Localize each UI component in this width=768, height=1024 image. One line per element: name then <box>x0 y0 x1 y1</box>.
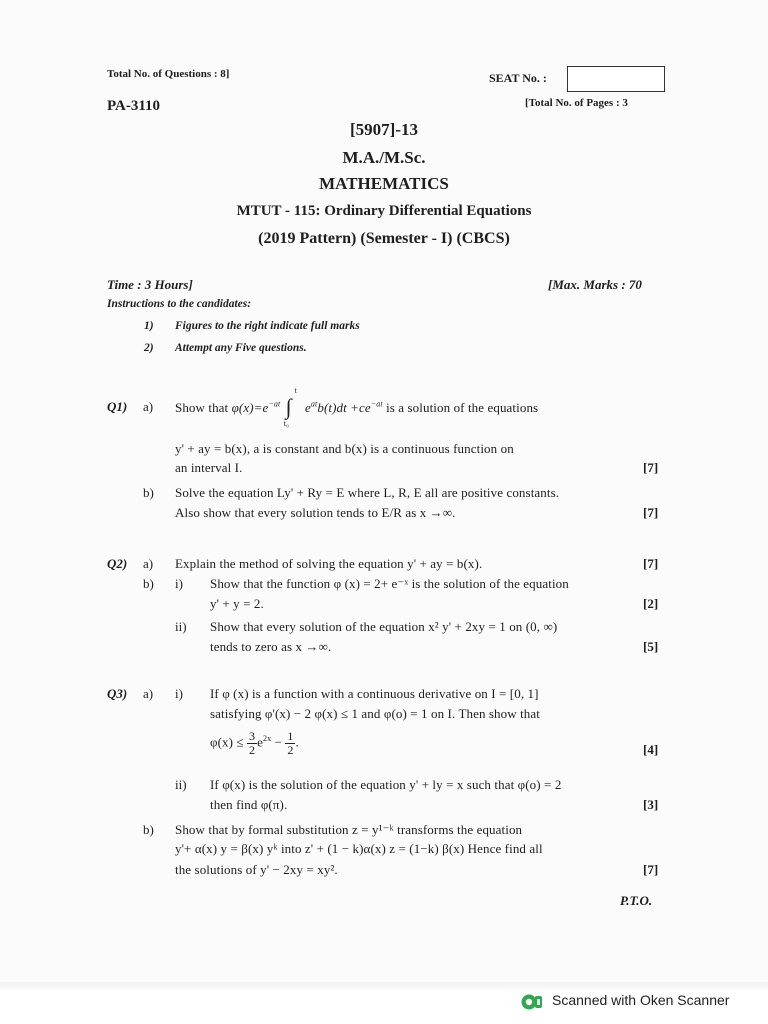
period: . <box>295 734 299 750</box>
degree-title: M.A./M.Sc. <box>342 148 426 167</box>
q3aii-line2: then find φ(π). <box>210 797 288 812</box>
q2bi-line2: y' + y = 2. <box>210 596 264 611</box>
q1b-line2: Also show that every solution tends to E/R as x →∞. <box>175 505 456 520</box>
q1a-text-start: Show that <box>175 399 229 415</box>
q1a-statement <box>175 386 539 428</box>
marks: [7] <box>643 862 659 877</box>
subpart-label: i) <box>175 576 183 591</box>
q1a-text-end: is a solution of the equations <box>386 399 539 415</box>
instructions-heading: Instructions to the candidates: <box>107 298 252 310</box>
marks: [7] <box>643 505 659 520</box>
question-label: Q3) <box>107 686 128 701</box>
q3b-line2: y'+ α(x) y = β(x) yᵏ into z' + (1 − k)α(x) z = (1−k) β(x) Hence find all <box>175 841 543 856</box>
q3aii-line1: If φ(x) is the solution of the equation y' + ly = x such that φ(o) = 2 <box>210 777 562 792</box>
fraction-numerator: 1 <box>287 729 294 743</box>
q3b-line3: the solutions of y' − 2xy = xy². <box>175 862 338 877</box>
ineq-left: φ(x) ≤ <box>210 734 244 750</box>
integral-upper-limit: t <box>294 386 297 395</box>
q1a-integrand: e <box>305 399 311 415</box>
exp-power: 2x <box>263 734 272 744</box>
fraction <box>285 730 295 757</box>
q1a-exp: −at <box>370 399 383 409</box>
q1a-exp: −at <box>268 399 281 409</box>
fraction-numerator: 3 <box>249 729 256 743</box>
fraction-denominator: 2 <box>287 743 294 757</box>
q1a-line3: an interval I. <box>175 460 243 475</box>
q2a-text: Explain the method of solving the equation y' + ay = b(x). <box>175 556 483 571</box>
marks: [2] <box>643 596 659 611</box>
marks: [5] <box>643 639 659 654</box>
question-label: Q1) <box>107 399 128 414</box>
instruction-text: Figures to the right indicate full marks <box>175 320 360 332</box>
q3ai-inequality <box>210 730 299 757</box>
q1a-line2: y' + ay = b(x), a is constant and b(x) is a continuous function on <box>175 441 514 456</box>
integral-lower-limit: t₀ <box>283 419 289 428</box>
part-label: a) <box>143 556 154 571</box>
total-questions: Total No. of Questions : 8] <box>107 68 230 80</box>
pto-label: P.T.O. <box>620 893 653 908</box>
subpart-label: ii) <box>175 777 187 792</box>
scanner-watermark: Scanned with Oken Scanner <box>552 992 730 1008</box>
marks: [7] <box>643 460 659 475</box>
q2bi-line1: Show that the function φ (x) = 2+ e⁻ˣ is the solution of the equation <box>210 576 569 591</box>
subject-title: MATHEMATICS <box>319 174 449 193</box>
seat-label: SEAT No. : <box>489 71 547 85</box>
integral-sign: ∫ t t₀ <box>283 386 297 428</box>
q1a-phi: φ(x)=e <box>231 399 269 415</box>
exam-code: [5907]-13 <box>350 120 418 139</box>
question-label: Q2) <box>107 556 128 571</box>
pattern-title: (2019 Pattern) (Semester - I) (CBCS) <box>258 230 510 247</box>
time-label: Time : 3 Hours] <box>107 277 193 292</box>
fraction <box>247 730 257 757</box>
oken-scanner-logo-icon <box>520 992 544 1012</box>
part-label: a) <box>143 399 154 414</box>
seat-number-box[interactable] <box>567 66 665 92</box>
exp-base: e <box>257 734 263 750</box>
part-label: a) <box>143 686 154 701</box>
course-title: MTUT - 115: Ordinary Differential Equations <box>236 203 532 219</box>
part-label: b) <box>143 576 154 591</box>
q2bii-line2: tends to zero as x →∞. <box>210 639 332 654</box>
instruction-number: 1) <box>144 320 154 332</box>
instruction-number: 2) <box>144 342 154 354</box>
q3ai-line1: If φ (x) is a function with a continuous derivative on I = [0, 1] <box>210 686 539 701</box>
q2bii-line1: Show that every solution of the equation x² y' + 2xy = 1 on (0, ∞) <box>210 619 558 634</box>
instruction-text: Attempt any Five questions. <box>175 342 307 354</box>
part-label: b) <box>143 485 154 500</box>
q1a-integrand-rest: b(t)dt +ce <box>317 399 371 415</box>
marks: [3] <box>643 797 659 812</box>
total-pages: [Total No. of Pages : 3 <box>525 97 628 109</box>
subpart-label: ii) <box>175 619 187 634</box>
paper-code: PA-3110 <box>107 98 161 114</box>
max-marks: [Max. Marks : 70 <box>548 277 642 292</box>
marks: [7] <box>643 556 659 571</box>
fraction-denominator: 2 <box>249 743 256 757</box>
marks: [4] <box>643 742 659 757</box>
q3ai-line2: satisfying φ'(x) − 2 φ(x) ≤ 1 and φ(o) = 1 on I. Then show that <box>210 706 540 721</box>
q3b-line1: Show that by formal substitution z = y¹⁻ᵏ transforms the equation <box>175 822 523 837</box>
q1b-line1: Solve the equation Ly' + Ry = E where L, R, E all are positive constants. <box>175 485 560 500</box>
subpart-label: i) <box>175 686 183 701</box>
minus-sign: − <box>274 734 282 750</box>
part-label: b) <box>143 822 154 837</box>
q1a-exp: at <box>310 399 318 409</box>
